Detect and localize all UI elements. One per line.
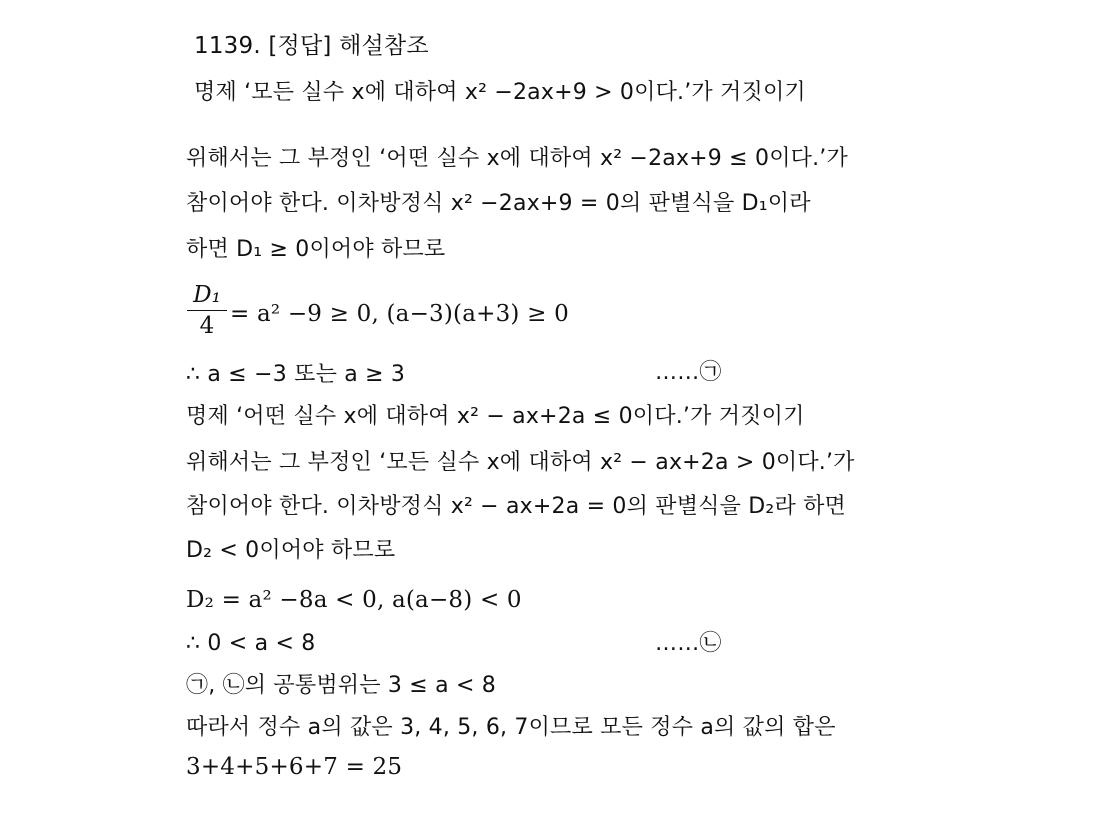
text-line-2: 위해서는 그 부정인 ‘어떤 실수 x에 대하여 x² −2ax+9 ≤ 0이다.’가 <box>186 146 848 171</box>
text-line-6: ∴ a ≤ −3 또는 a ≥ 3 <box>186 362 406 387</box>
text-line-10: D₂ < 0이어야 하므로 <box>186 538 396 563</box>
text-line-12: ∴ 0 < a < 8 <box>186 631 316 656</box>
text-line-7: 명제 ‘어떤 실수 x에 대하여 x² − ax+2a ≤ 0이다.’가 거짓이기 <box>186 404 805 429</box>
fraction-denominator: 4 <box>199 313 215 339</box>
marker-nieun: ……㉡ <box>655 631 722 656</box>
problem-number: 1139. <box>194 33 261 59</box>
fraction-bar <box>187 310 227 311</box>
text-line-14: 따라서 정수 a의 값은 3, 4, 5, 6, 7이므로 모든 정수 a의 값의 합은 <box>186 715 836 740</box>
text-line-13: ㉠, ㉡의 공통범위는 3 ≤ a < 8 <box>186 673 497 698</box>
text-line-1: 명제 ‘모든 실수 x에 대하여 x² −2ax+9 > 0이다.’가 거짓이기 <box>194 80 806 105</box>
text-line-3: 참이어야 한다. 이차방정식 x² −2ax+9 = 0의 판별식을 D₁이라 <box>186 191 811 216</box>
equation-line-5: = a² −9 ≥ 0, (a−3)(a+3) ≥ 0 <box>230 301 569 327</box>
equation-line-15: 3+4+5+6+7 = 25 <box>186 754 403 780</box>
problem-header <box>194 31 429 61</box>
text-line-4: 하면 D₁ ≥ 0이어야 하므로 <box>186 237 446 262</box>
answer-label: [정답] <box>268 33 332 59</box>
fraction-numerator: D₁ <box>193 282 221 308</box>
answer-text: 해설참조 <box>339 33 429 59</box>
text-line-9: 참이어야 한다. 이차방정식 x² − ax+2a = 0의 판별식을 D₂라 하면 <box>186 494 846 519</box>
marker-giyeok: ……㉠ <box>655 360 722 385</box>
text-line-8: 위해서는 그 부정인 ‘모든 실수 x에 대하여 x² − ax+2a > 0이다.’가 <box>186 450 855 475</box>
equation-line-11: D₂ = a² −8a < 0, a(a−8) < 0 <box>186 587 522 613</box>
fraction-d1-over-4 <box>187 281 227 339</box>
